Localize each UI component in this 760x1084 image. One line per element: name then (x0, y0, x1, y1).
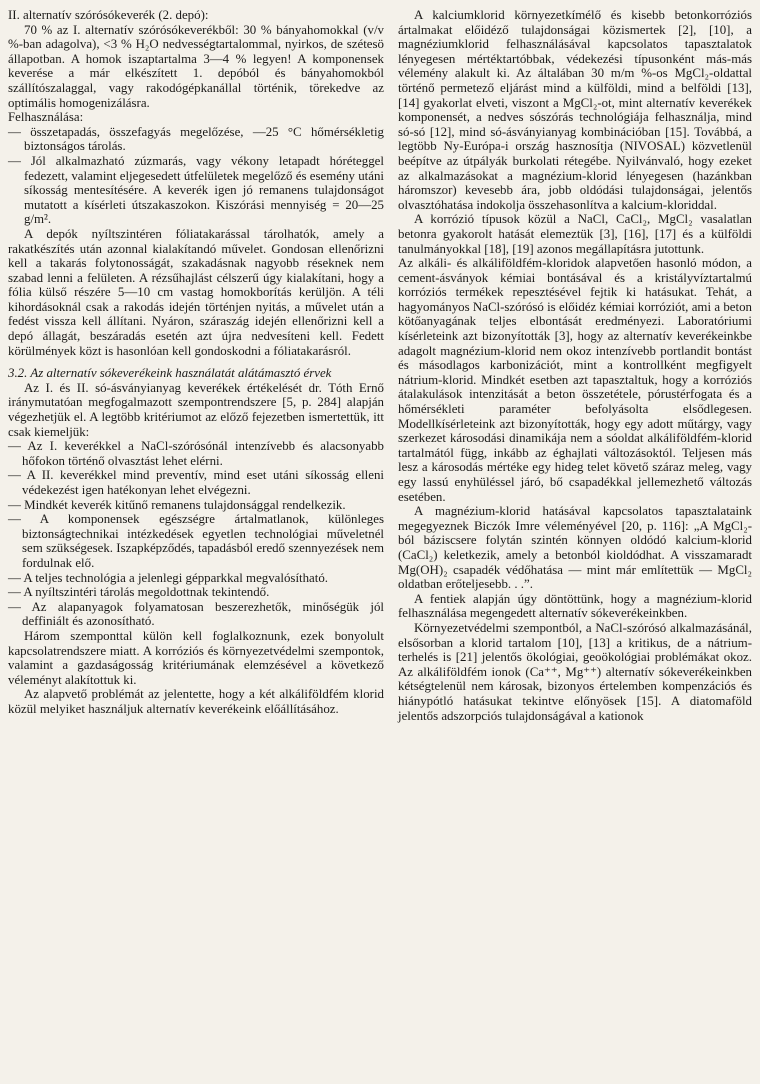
list-item: — Az alapanyagok folyamatosan beszerezhetők, minőségük jól deffiniált és azonosítható. (8, 600, 384, 629)
list-item: — A komponensek egészségre ártalmatlanok, különleges biztonságtechnikai intézkedések egyetlen technológiai műveletnél sem szükségesek. Iszapképződés, tapadásból eredő szennyezések nem fordulnak elő. (8, 512, 384, 570)
section-title: 3.2. Az alternatív sókeverékeink használatát alátámasztó érvek (8, 366, 332, 381)
criteria-list (8, 439, 384, 629)
use-list (8, 125, 384, 227)
list-item: — A II. keverékkel mind preventív, mind eset utáni síkosság elleni védekezést igen hatékonyan lehet elvégezni. (8, 468, 384, 497)
paragraph: A depók nyíltszintéren fóliatakarással tárolhatók, amely a rakatkészítés után azonnal kialakítandó művelet. Gondosan ellenőrizni kell a takarás folytonosságát, szakadásnak nagyobb réseknek nem szabad lenni a felületen. A rézsűhajlást célszerű úgy kialakítani, hogy a fólia külső részére 5—10 cm vastag homokborítás kerüljön. A téli kihordásoknál csak a rakodás idején történjen nyitás, a művelet után a fedést vissza kell állítani. Nyáron, száraszág idején ellenőrizni kell a depó állagát, beszáradás esetén azt újra nedvesíteni kell. Fedett körülmények közt is hasonlóan kell gondoskodni a fóliatakarásról. (8, 226, 384, 358)
list-item: — Az I. keverékkel a NaCl-szórósónál intenzívebb és alacsonyabb hőfokon történő olvasztást lehet elérni. (8, 439, 384, 468)
paragraph: Az alapvető problémát az jelentette, hogy a két alkáliföldfém klorid közül melyiket használjuk alternatív keverékeink előállításához. (8, 687, 384, 716)
list-item: — Jól alkalmazható zúzmarás, vagy vékony letapadt hóréteggel fedezett, valamint eljegesedett útfelületek megelőző és esemény utáni síkosság mentesítésére. A keverék igen jó remanens tulajdonságot mutatott a kísérleti útszakaszokon. Kiszórási mennyiség = 20—25 g/m². (8, 154, 384, 227)
list-item: — A teljes technológia a jelenlegi gépparkkal megvalósítható. (8, 571, 384, 586)
list-item: — Mindkét keverék kitűnő remanens tulajdonsággal rendelkezik. (8, 498, 384, 513)
list-item: — A nyíltszintéri tárolás megoldottnak tekintendő. (8, 585, 384, 600)
list-item: — összetapadás, összefagyás megelőzése, —25 °C hőmérsékletig biztonságos tárolás. (8, 125, 384, 154)
paragraph: Az I. és II. só-ásványianyag keverékek értékelését dr. Tóth Ernő iránymutatóan megfogalmazott szempontrendszere [5, p. 284] alapján végezhetjük el. A legtöbb kritériumot az előző fejezetben ismertettük, itt csak kiemeljük: (8, 380, 384, 439)
paragraph: A kalciumklorid környezetkímélő és kisebb betonkorróziós ártalmakat előidéző tulajdonságai közismertek [2], [10], a magnéziumklorid felhasználásával kapcsolatos tapasztalatok lényegesen mértéktartóbbak, védekezési típusonként más-más vélemény alakult ki. Az általában 30 m/m %-os MgCl₂-oldattal történő permetező eljárást mind a külföldi, mind a belföldi [13], [14] gyakorlat elveti, viszont a MgCl₂-ot, mint alternatív keverékek komponensét, a nedves sószórás technológiája felhasználja, mind só-só [12], mind só-ásványianyag kombinációban [15]. Továbbá, a legtöbb Ny-Európa-i ország hasznosítja (NIVOSAL) közvetlenül beépítve az útpályák burkolati rétegébe. Nyilvánvaló, hogy ezeket az alkalmazásokat a magnézium-klorid lényegesen (hazánkban háromszor) kevesebb ára, jobb oldódási tulajdonságai, jelentős olvasztóhatása indokolja összehasonlítva a kalcium-kloriddal. (398, 8, 752, 212)
subsection-heading: II. alternatív szórósókeverék (2. depó): (8, 8, 209, 22)
paragraph: A korrózió típusok közül a NaCl, CaCl₂, MgCl₂ vasalatlan betonra gyakorolt hatását elemeztük [3], [16], [17] és a külföldi tanulmányokkal [18], [19] azonos megállapításra jutottunk. (398, 212, 752, 256)
paragraph: Az alkáli- és alkáliföldfém-kloridok alapvetően hasonló módon, a cement-ásványok kémiai bontásával és a kristályvíztartalmú korróziós termékek repesztésével fejtik ki hatásukat. Tehát, a hagyományos NaCl-szórósó is előidéz kémiai korróziót, ami a beton kötőanyagának teljes elbontását eredményezi. Laboratóriumi kísérleteink azt bizonyították [3], hogy az alternatív keverékeinkbe adagolt magnézium-klorid nem okoz intenzívebb portlandit bontást és másodlagos karbonizációt, mint a kontrollként megfigyelt nátrium-klorid. Mindkét esetben azt tapasztaltuk, hogy a korróziós átalakulások intenzitását a beton összetétele, pórustérfogata és a hőmérsékleti paraméter befolyásolta elsődlegesen. Modellkísérleteink azt bizonyították, hogy egy adott műtárgy, vagy szerkezet károsodási dinamikája nem a sóoldat alkáliföldfém-klorid tartalmától függ, inkább az éghajlati változásoktól. Teljesen más lesz a károsodás mértéke egy hideg telet követő száraz meleg, vagy egy lassú enyhüléssel járó, bő csapadékkal jellemezhető változás esetében. (398, 256, 752, 504)
paragraph: Három szemponttal külön kell foglalkoznunk, ezek bonyolult kapcsolatrendszere miatt. A korróziós és környezetvédelmi szempontok, valamint a gazdaságosság kritériumának elemzésével a következő véleményt alakítottuk ki. (8, 628, 384, 687)
paragraph: A fentiek alapján úgy döntöttünk, hogy a magnézium-klorid felhasználása megengedett alternatív sókeverékeinkben. (398, 591, 752, 621)
paragraph: Környezetvédelmi szempontból, a NaCl-szórósó alkalmazásánál, elsősorban a klorid tartalom [10], [13] a kritikus, de a nátrium-terhelés is [21] jelentős ökológiai, geoökológiai problémákat okoz. Az alkáliföldfém ionok (Ca⁺⁺, Mg⁺⁺) alternatív sókeverékeinkben kétségtelenül nem károsak, bizonyos értelemben kompenzációs és hiánypótló hatásukat tekintve előnyösek [15]. A diatomaföld jelentős adszorpciós tulajdonságával a kationok (398, 620, 752, 723)
use-label: Felhasználása: (8, 110, 84, 125)
right-column (398, 8, 752, 1084)
left-column (8, 8, 384, 1084)
paragraph: 70 % az I. alternatív szórósókeverékből: 30 % bányahomokkal (v/v %-ban adagolva), <3 % H₂O nedvességtartalommal, nyirkos, de szétesö állapotban. A homok iszaptartalma 3—4 % legyen! A komponensek keverése a már elkészített 1. depóból és bányahomokból szállítószalaggal, vagy rakodógépkanállal történik, törekedve az optimális homogenizálásra. (8, 22, 384, 110)
paragraph: A magnézium-klorid hatásával kapcsolatos tapasztalataink megegyeznek Biczók Imre véleményével [20, p. 116]: „A MgCl₂-ból báziscsere folytán szintén könnyen oldódó kalcium-klorid (CaCl₂) keletkezik, amely a betonból kioldódhat. A visszamaradt Mg(OH)₂ csapadék védőhatása — mint már említettük — MgCl₂ oldatban erőteljesebb. . .”. (398, 504, 752, 592)
